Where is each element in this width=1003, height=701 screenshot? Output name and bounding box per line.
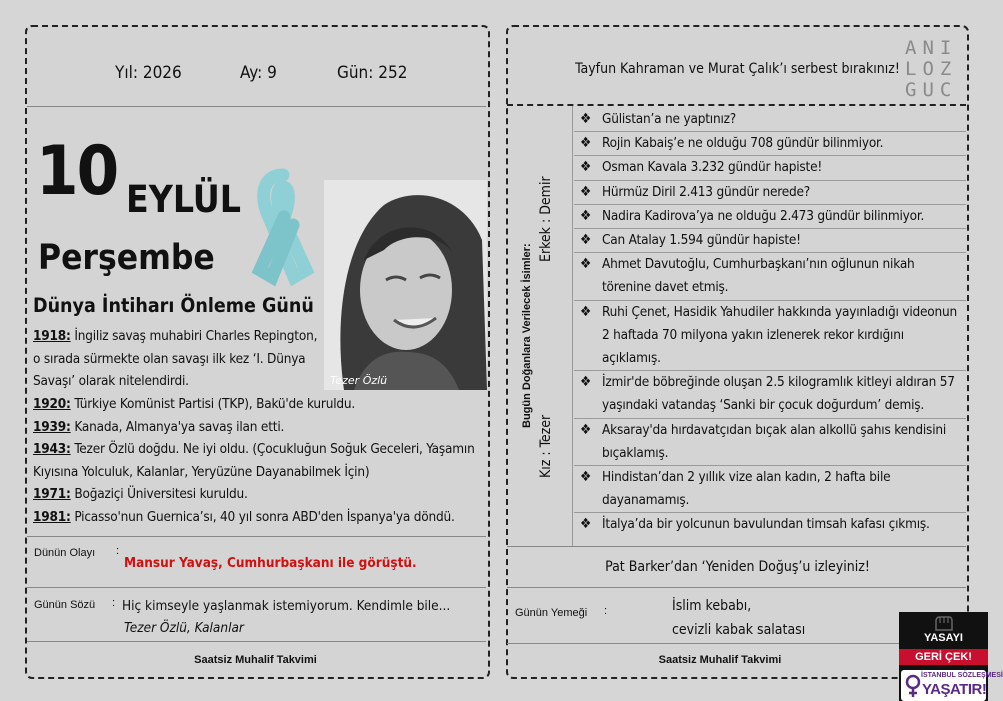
weekday-name: Perşembe bbox=[38, 238, 215, 278]
quote-text: Hiç kimseyle yaşlanmak istemiyorum. Kendimle bile... bbox=[122, 598, 451, 614]
recommendation-divider bbox=[507, 587, 966, 588]
quote-author: Tezer Özlü, Kalanlar bbox=[124, 620, 244, 636]
meal-colon: : bbox=[604, 605, 608, 617]
year-label: Yıl: 2026 bbox=[115, 63, 182, 83]
awareness-ribbon-icon bbox=[248, 167, 318, 285]
history-entry-1943: 1943: Tezer Özlü doğdu. Ne iyi oldu. (Çocukluğun Soğuk Geceleri, Yaşamın Kıyısına Yolculuk, Kalanlar, Yeryüzüne Dayanabilmek İçin) bbox=[33, 441, 475, 480]
news-item: ❖ Hindistan’dan 2 yıllık vize alan kadın, 2 hafta bile dayanamamış. bbox=[574, 466, 966, 513]
event-divider bbox=[27, 587, 486, 588]
female-name: Kız : Tezer bbox=[538, 414, 554, 478]
quote-divider bbox=[27, 641, 486, 642]
history-entry-1971: 1971: Boğaziçi Üniversitesi kuruldu. bbox=[33, 486, 248, 503]
news-item: ❖ Aksaray'da hırdavatçıdan bıçak alan alkollü şahıs kendisini bıçaklamış. bbox=[574, 419, 966, 466]
news-item: ❖ Osman Kavala 3.232 gündür hapiste! bbox=[574, 156, 966, 180]
news-item: ❖ Can Atalay 1.594 gündür hapiste! bbox=[574, 229, 966, 253]
portrait-photo bbox=[324, 180, 487, 390]
bullet-diamond-icon: ❖ bbox=[580, 111, 592, 127]
special-day-title: Dünya İntiharı Önleme Günü bbox=[33, 294, 314, 317]
names-column-divider bbox=[572, 106, 573, 546]
recommendation-text: Pat Barker’dan ‘Yeniden Doğuş’u izleyiniz! bbox=[605, 559, 870, 575]
history-entry-1918: 1918: İngiliz savaş muhabiri Charles Repington, o sırada sürmekte olan savaşı ilk kez ‘I. Dünya Savaşı’ olarak nitelendirdi. bbox=[33, 328, 318, 390]
badge-line-1: YASAYI bbox=[924, 632, 963, 644]
news-item: ❖ Nadira Kadirova’ya ne olduğu 2.473 gündür bilinmiyor. bbox=[574, 205, 966, 229]
news-item: ❖ Ruhi Çenet, Hasidik Yahudiler hakkında yayınladığı videonun 2 haftada 70 milyona yakın izlenerek rekor kırdığını açıklamış. bbox=[574, 301, 966, 372]
news-item: ❖ İtalya’da bir yolcunun bavulundan timsah kafası çıkmış. bbox=[574, 513, 966, 536]
photo-caption: Tezer Özlü bbox=[330, 374, 388, 387]
news-item: ❖ Hürmüz Diril 2.413 gündür nerede? bbox=[574, 181, 966, 205]
month-name: EYLÜL bbox=[126, 178, 241, 221]
meal-divider bbox=[507, 643, 901, 644]
bullet-diamond-icon: ❖ bbox=[580, 207, 592, 224]
day-of-year-label: Gün: 252 bbox=[337, 63, 408, 83]
event-colon: : bbox=[116, 545, 120, 557]
bullet-diamond-icon: ❖ bbox=[580, 256, 592, 273]
istanbul-convention-badge bbox=[899, 612, 1003, 701]
meal-label: Günün Yemeği bbox=[515, 607, 588, 619]
female-symbol-icon bbox=[905, 674, 921, 698]
bullet-diamond-icon: ❖ bbox=[580, 374, 592, 391]
day-number: 10 bbox=[36, 132, 118, 211]
bullet-diamond-icon: ❖ bbox=[580, 516, 592, 533]
right-header-divider bbox=[507, 104, 966, 106]
badge-line-3: İSTANBUL SÖZLEŞMESİ bbox=[921, 672, 1003, 679]
anil-loz-guc-logo: ANI LOZ GUC bbox=[905, 37, 958, 101]
left-footer: Saatsiz Muhalif Takvimi bbox=[194, 654, 317, 666]
male-name: Erkek : Demir bbox=[538, 176, 554, 262]
event-text: Mansur Yavaş, Cumhurbaşkanı ile görüştü. bbox=[124, 555, 417, 571]
bullet-diamond-icon: ❖ bbox=[580, 469, 592, 486]
quote-label: Günün Sözü bbox=[34, 599, 96, 611]
bullet-diamond-icon: ❖ bbox=[580, 232, 592, 249]
news-item: ❖ Ahmet Davutoğlu, Cumhurbaşkanı’nın oğlunun nikah törenine davet etmiş. bbox=[574, 253, 966, 300]
meal-line-2: cevizli kabak salatası bbox=[672, 622, 806, 638]
news-divider bbox=[507, 546, 966, 547]
fist-icon bbox=[933, 614, 955, 632]
bullet-diamond-icon: ❖ bbox=[580, 421, 592, 438]
portrait-silhouette bbox=[324, 180, 487, 390]
history-entry-1920: 1920: Türkiye Komünist Partisi (TKP), Bakü'de kuruldu. bbox=[33, 396, 356, 412]
news-item: ❖ Gülistan’a ne yaptınız? bbox=[574, 108, 966, 132]
history-entry-1939: 1939: Kanada, Almanya'ya savaş ilan etti. bbox=[33, 418, 285, 435]
bullet-diamond-icon: ❖ bbox=[580, 303, 592, 320]
right-header-text: Tayfun Kahraman ve Murat Çalık’ı serbest bırakınız! bbox=[575, 61, 900, 77]
badge-bottom-panel bbox=[901, 670, 1003, 701]
badge-line-2: GERİ ÇEK! bbox=[899, 649, 988, 665]
meal-line-1: İslim kebabı, bbox=[672, 598, 752, 614]
quote-colon: : bbox=[112, 597, 116, 609]
history-list bbox=[33, 325, 321, 393]
news-item: ❖ İzmir'de böbreğinde oluşan 2.5 kilogramlık kitleyi aldıran 57 yaşındaki vatandaş ‘Sanki bir çocuk doğurdum’ demiş. bbox=[574, 371, 966, 418]
badge-line-4: YAŞATIR! bbox=[922, 681, 987, 698]
names-title: Bugün Doğanlara Verilecek İsimler: bbox=[521, 243, 533, 428]
news-item: ❖ Rojin Kabaiş’e ne olduğu 708 gündür bilinmiyor. bbox=[574, 132, 966, 156]
news-list bbox=[574, 108, 966, 537]
bullet-diamond-icon: ❖ bbox=[580, 159, 592, 176]
history-entry-1981: 1981: Picasso'nun Guernica’sı, 40 yıl sonra ABD'den İspanya'ya döndü. bbox=[33, 508, 455, 525]
bullet-diamond-icon: ❖ bbox=[580, 183, 592, 200]
history-list-wide bbox=[33, 393, 478, 529]
month-label: Ay: 9 bbox=[240, 63, 277, 83]
right-footer: Saatsiz Muhalif Takvimi bbox=[658, 654, 782, 666]
history-divider bbox=[27, 536, 486, 537]
event-label: Dünün Olayı bbox=[34, 547, 96, 559]
header-divider bbox=[27, 106, 486, 107]
bullet-diamond-icon: ❖ bbox=[580, 135, 592, 152]
